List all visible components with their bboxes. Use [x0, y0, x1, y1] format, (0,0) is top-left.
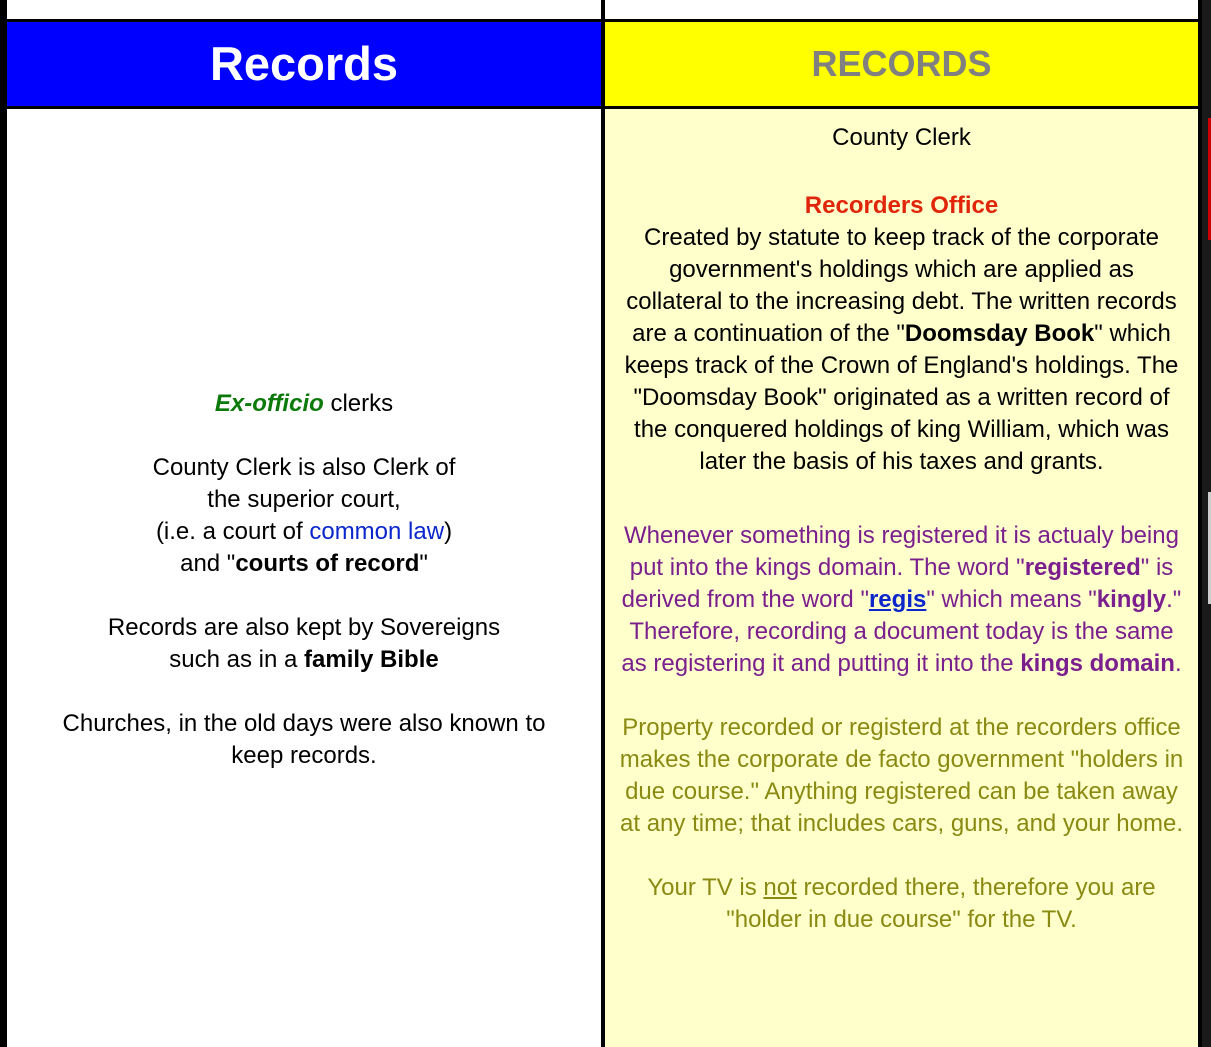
registered-text-d: ." Therefore, recording a document today is the same as registering it and putting it into the	[621, 586, 1182, 677]
exofficio-term: Ex-officio	[214, 390, 324, 417]
church-line-2: keep records.	[231, 742, 377, 769]
kingly-word: kingly	[1096, 586, 1167, 613]
header-records-left: Records	[7, 22, 601, 106]
recorders-paragraph	[619, 222, 1184, 478]
sovereign-line-2	[7, 644, 601, 676]
church-line-1: Churches, in the old days were also known to	[62, 710, 546, 737]
clerk-line-1: County Clerk is also Clerk of	[152, 454, 456, 481]
clerk-line-3	[7, 516, 601, 548]
top-blank-right	[605, 0, 1198, 19]
registered-word: registered	[1024, 554, 1141, 581]
left-body-cell	[7, 109, 601, 1047]
county-clerk-label: County Clerk	[832, 124, 971, 151]
right-content	[605, 122, 1198, 936]
sovereign-line-1: Records are also kept by Sovereigns	[107, 614, 501, 641]
sovereign-line-2-pre: such as in a	[169, 646, 305, 673]
tv-paragraph	[619, 872, 1184, 936]
clerk-line-4	[7, 548, 601, 580]
recorders-office-heading: Recorders Office	[804, 192, 999, 219]
clerk-line-3-post: )	[444, 518, 453, 545]
registered-text-e: .	[1174, 650, 1182, 677]
family-bible: family Bible	[304, 646, 439, 673]
right-edge-strip	[1202, 0, 1211, 1047]
property-paragraph: Property recorded or registerd at the recorders office makes the corporate de facto government "holders in due course." Anything registered can be taken away at any time; that includes cars, guns, and your home.	[619, 714, 1184, 837]
recorders-text-a: Created by statute to keep track of the corporate government's holdings which are applied as collateral to the increasing debt. The written records are a continuation of the "	[626, 224, 1177, 347]
courts-of-record: courts of record	[235, 550, 420, 577]
clerk-line-2: the superior court,	[207, 486, 401, 513]
registered-text-a: Whenever something is registered it is actualy being put into the kings domain. The word "	[624, 522, 1179, 581]
clerk-line-3-pre: (i.e. a court of	[155, 518, 310, 545]
exofficio-rest: clerks	[323, 390, 394, 417]
tv-text-b: recorded there, therefore you are "holder in due course" for the TV.	[726, 874, 1156, 933]
registered-text-b: " is derived from the word "	[621, 554, 1174, 613]
top-blank-left	[7, 0, 601, 19]
recorders-text-b: " which keeps track of the Crown of England's holdings. The "Doomsday Book" originated as a written record of the conquered holdings of king William, which was later the basis of his taxes and grants.	[624, 320, 1179, 475]
regis-link[interactable]: regis	[868, 586, 927, 613]
registered-paragraph	[619, 520, 1184, 680]
registered-text-c: " which means "	[926, 586, 1097, 613]
clerk-line-4-post: "	[419, 550, 428, 577]
kings-domain: kings domain	[1020, 650, 1175, 677]
right-body-cell	[605, 109, 1198, 1047]
clerk-line-4-pre: and "	[180, 550, 236, 577]
not-word: not	[763, 874, 797, 901]
header-records-right: RECORDS	[605, 22, 1198, 106]
common-law-link[interactable]: common law	[309, 518, 445, 545]
exofficio-line	[7, 388, 601, 420]
left-content	[7, 388, 601, 772]
doomsday-book: Doomsday Book	[904, 320, 1095, 347]
tv-text-a: Your TV is	[647, 874, 764, 901]
